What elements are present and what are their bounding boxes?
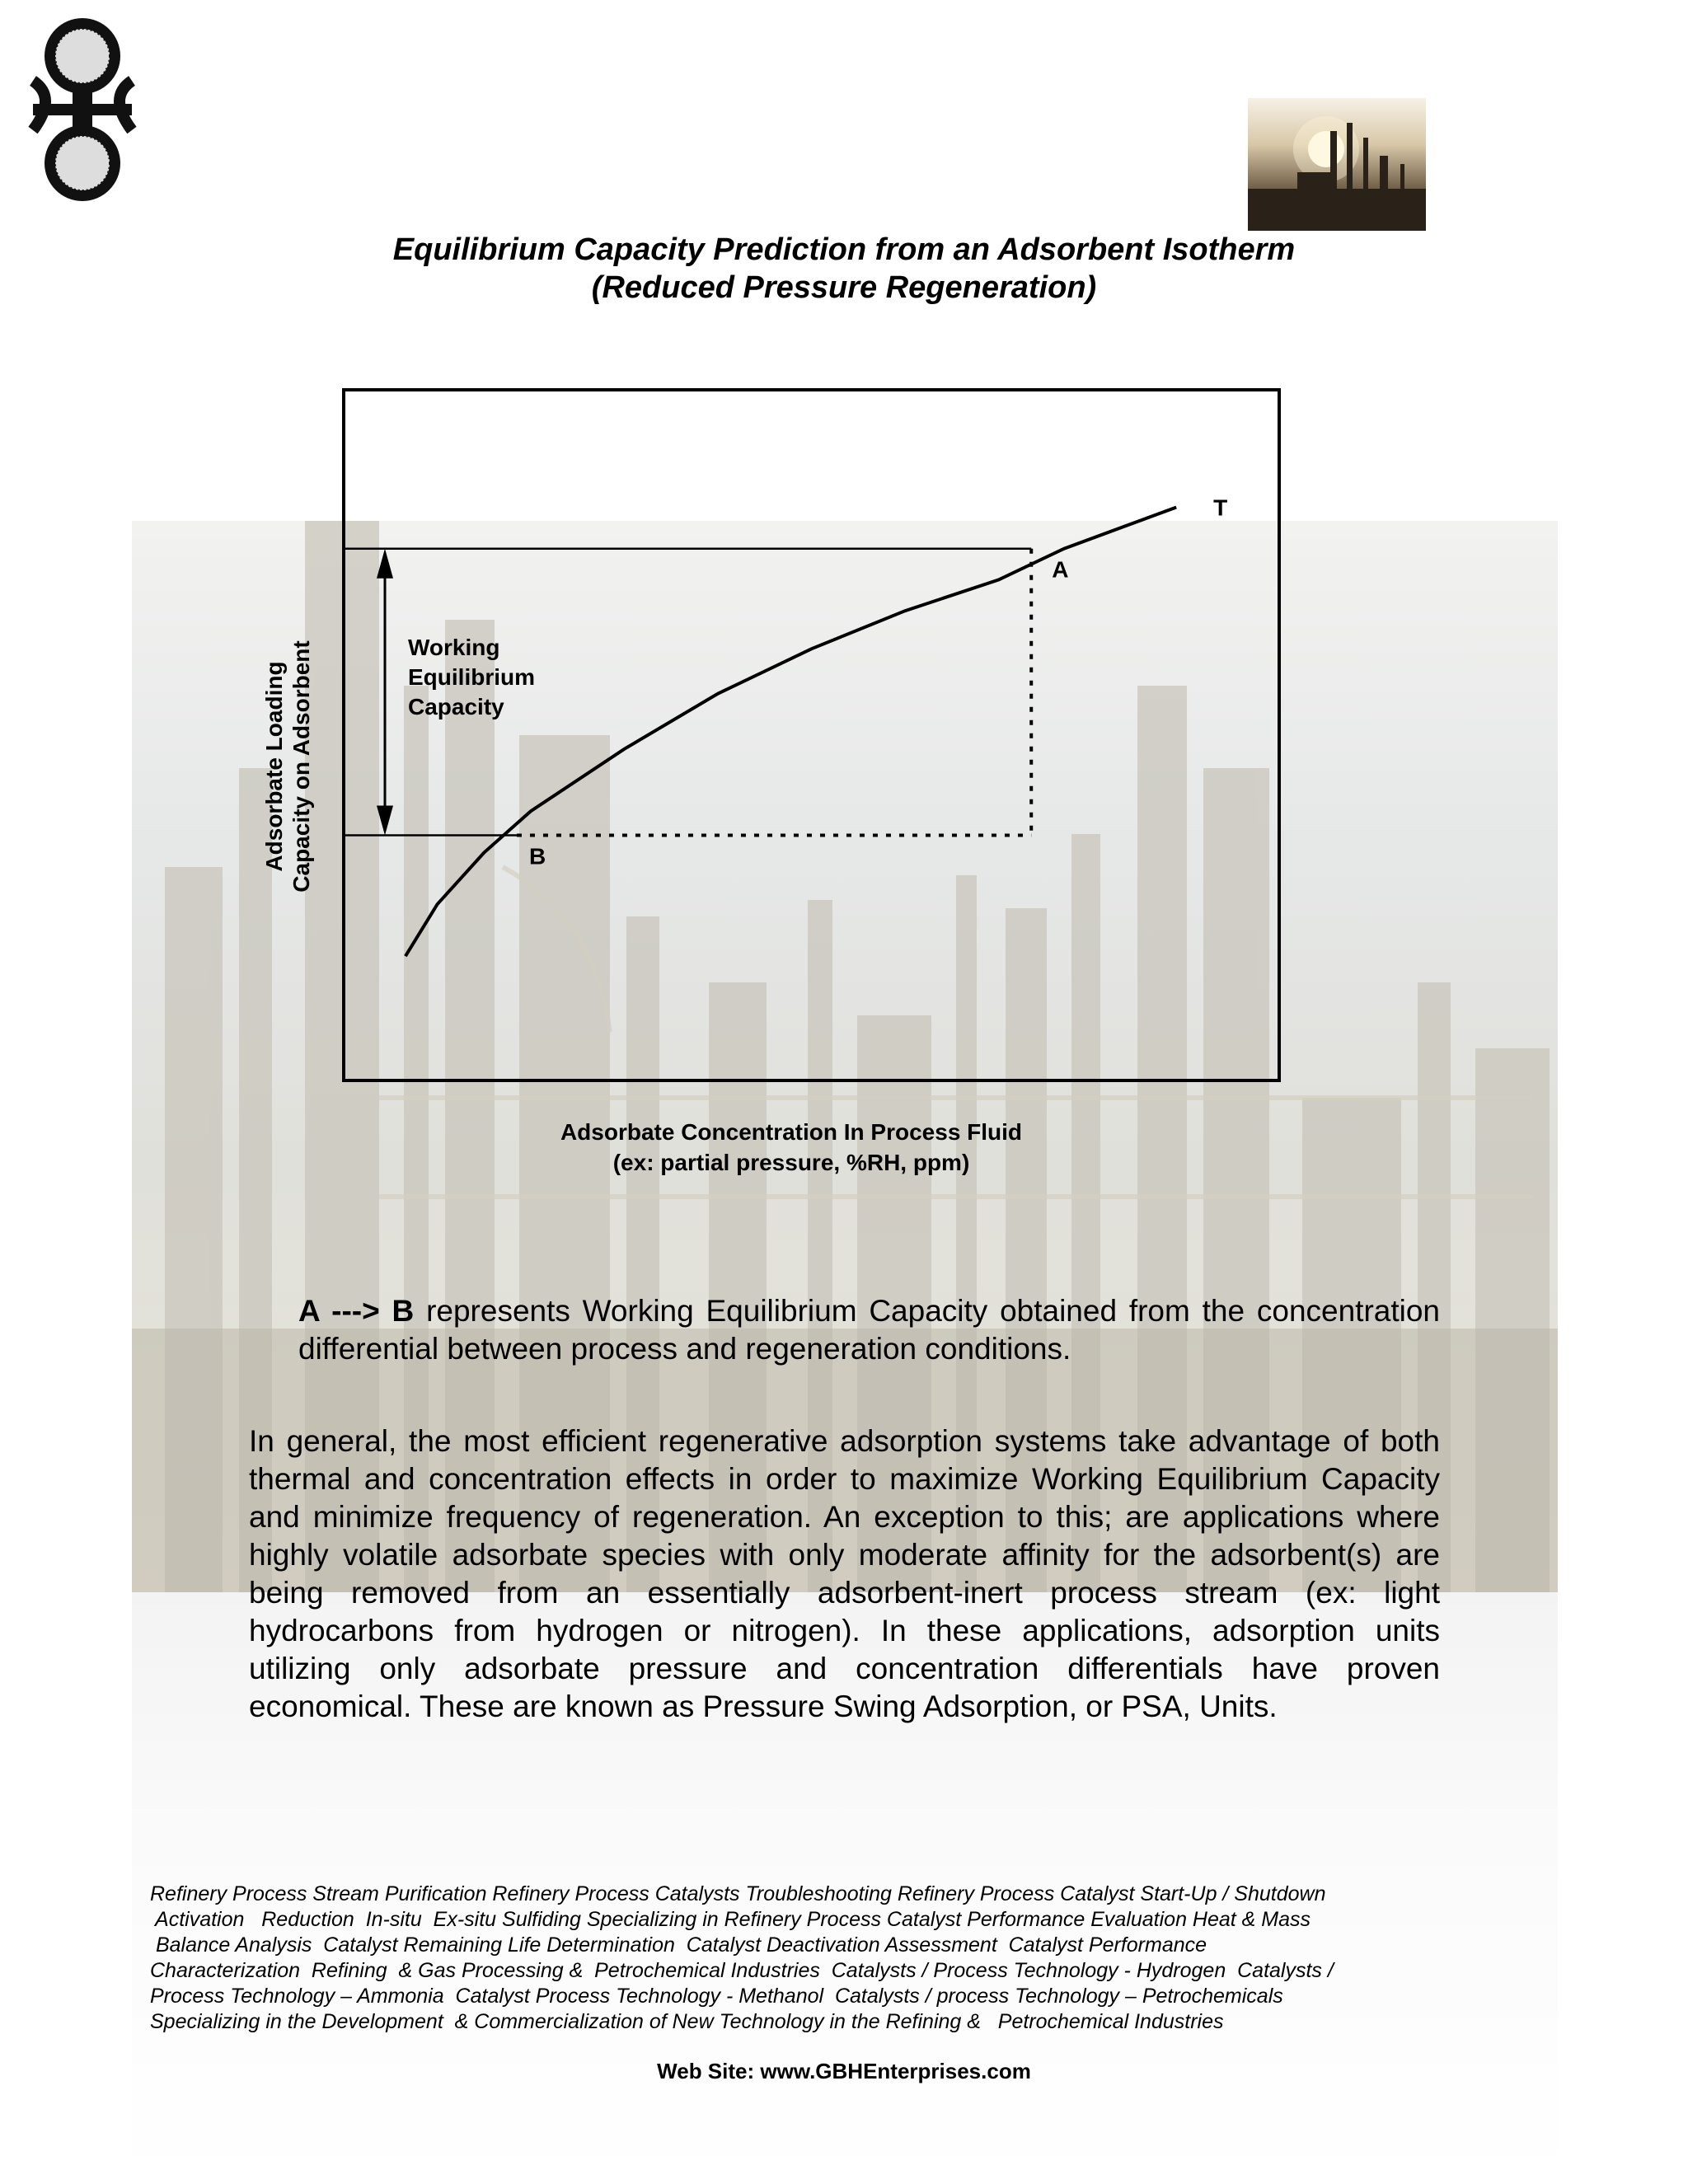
- y-axis-label-line-2: Capacity on Adsorbent: [288, 640, 314, 893]
- point-label-a: A: [1052, 556, 1069, 583]
- refinery-sunset-photo: [1248, 98, 1426, 231]
- annotation-line-1: Working: [408, 635, 500, 660]
- paragraph-working-capacity: [298, 1292, 1440, 1368]
- x-axis-label-line-2: (ex: partial pressure, %RH, ppm): [612, 1150, 970, 1175]
- isotherm-chart: [247, 379, 1319, 1203]
- annotation-line-2: Equilibrium: [408, 664, 535, 690]
- footer-line: Specializing in the Development & Commercialization of New Technology in the Refining & Petrochemical Industries: [150, 2010, 1224, 2033]
- footer-line: Refinery Process Stream Purification Refinery Process Catalysts Troubleshooting Refinery Process Catalyst Start-Up / Shutdown: [150, 1882, 1326, 1905]
- paragraph-lead-bold: A ---> B: [298, 1294, 415, 1328]
- website-link[interactable]: Web Site: www.GBHEnterprises.com: [657, 2059, 1031, 2083]
- footer-line: Activation Reduction In-situ Ex-situ Sulfiding Specializing in Refinery Process Catalyst Performance Evaluation Heat & Mass: [150, 1908, 1311, 1931]
- footer-line: Process Technology – Ammonia Catalyst Process Technology - Methanol Catalysts / process Technology – Petrochemicals: [150, 1985, 1283, 2008]
- curve-label-t: T: [1213, 494, 1228, 521]
- annotation-line-3: Capacity: [408, 694, 504, 719]
- y-axis-label-line-1: Adsorbate Loading: [261, 661, 287, 872]
- footer-line: Characterization Refining & Gas Processing & Petrochemical Industries Catalysts / Process Technology - Hydrogen Catalysts /: [150, 1959, 1334, 1982]
- point-label-b: B: [528, 843, 546, 869]
- plot-frame: [344, 390, 1279, 1080]
- footer-line: Balance Analysis Catalyst Remaining Life Determination Catalyst Deactivation Assessment Catalyst Performance: [150, 1933, 1207, 1957]
- page-subtitle: (Reduced Pressure Regeneration): [591, 270, 1097, 305]
- page-title: Equilibrium Capacity Prediction from an Adsorbent Isotherm: [392, 232, 1296, 267]
- x-axis-label-line-1: Adsorbate Concentration In Process Fluid: [560, 1119, 1023, 1145]
- arrow-head-down: [377, 806, 393, 836]
- paragraph-regeneration-systems: In general, the most efficient regenerative adsorption systems take advantage of both thermal and concentration effects in order to maximize Working Equilibrium Capacity and minimize frequency of regeneration. An exception to this; are applications where highly volatile adsorbate species with only moderate affinity for the adsorbent(s) are being removed from an essentially adsorbent-inert process stream (ex: light hydrocarbons from hydrogen or nitrogen). In these applications, adsorption units utilizing only adsorbate pressure and concentration differentials have proven economical. These are known as Pressure Swing Adsorption, or PSA, Units.: [249, 1424, 1440, 1723]
- paragraph-working-capacity-text: represents Working Equilibrium Capacity obtained from the concentration differential between process and regeneration conditions.: [298, 1294, 1441, 1366]
- footer-services-list: [150, 1882, 1436, 2035]
- company-logo: [25, 15, 140, 204]
- arrow-head-up: [377, 549, 393, 579]
